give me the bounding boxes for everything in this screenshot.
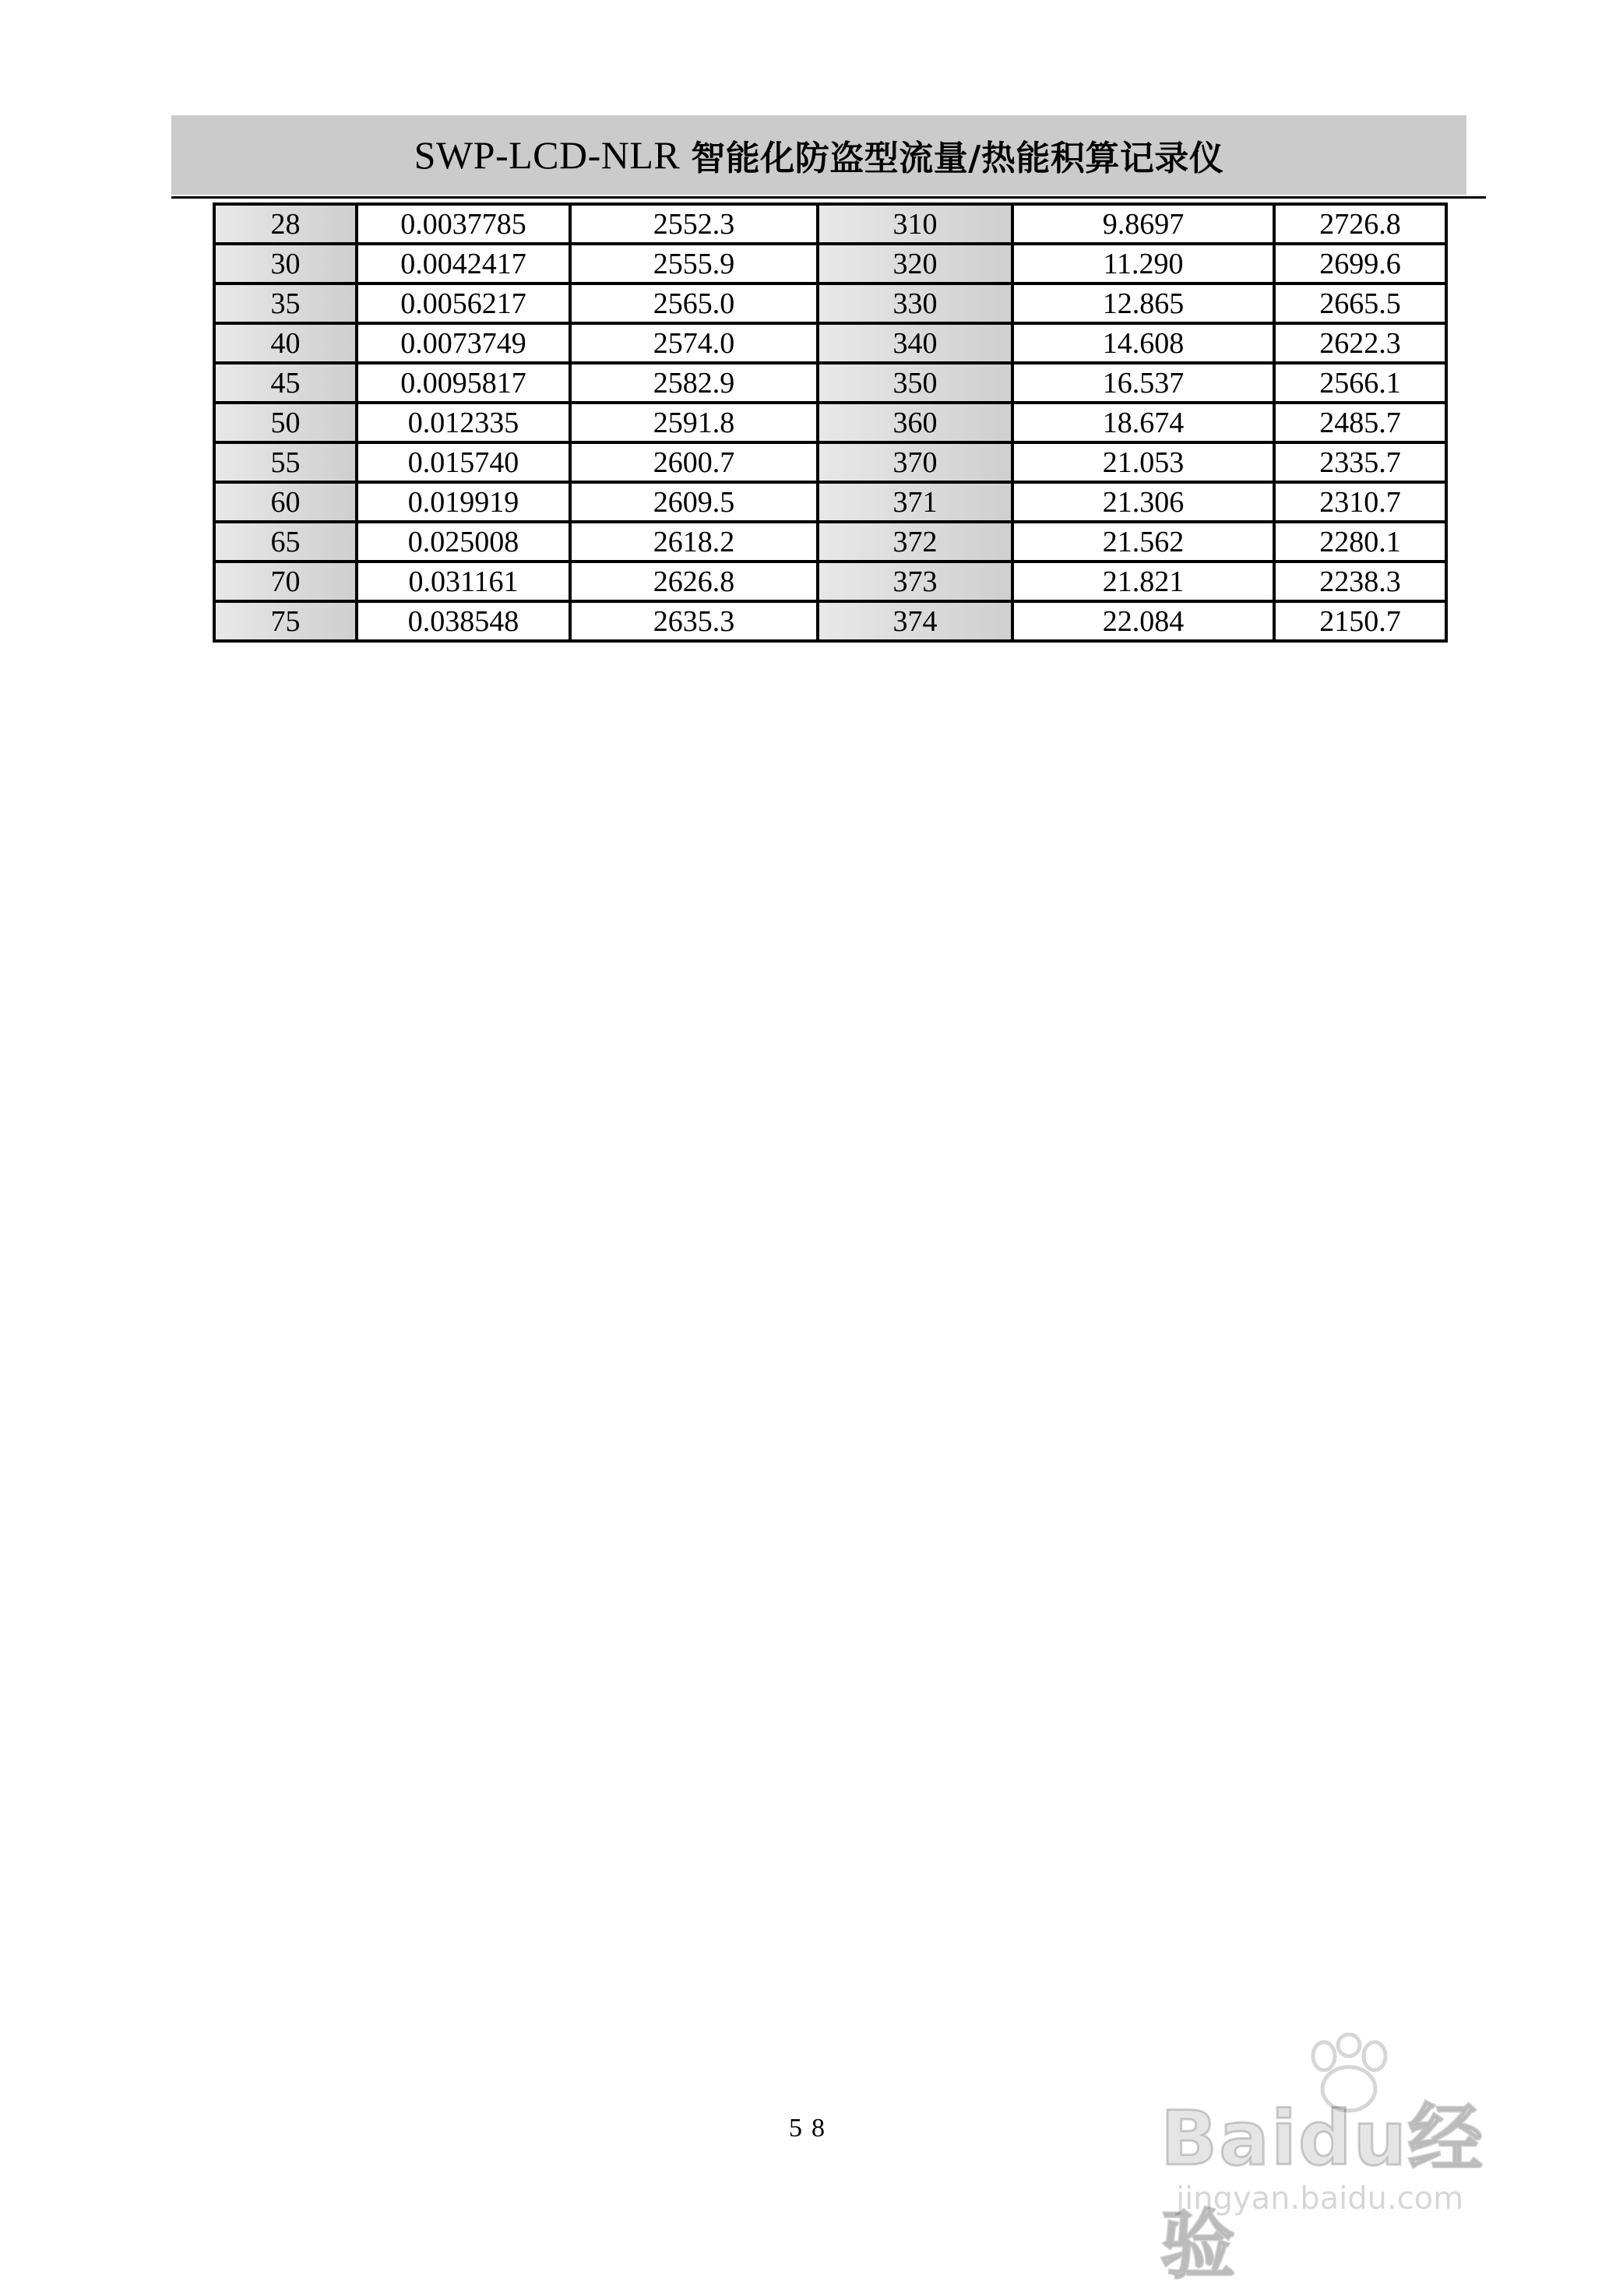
table-row (214, 522, 1446, 562)
table-cell: 18.674 (1012, 403, 1274, 442)
header-title: 智能化防盗型流量/热能积算记录仪 (691, 139, 1224, 178)
table-cell: 371 (818, 482, 1012, 522)
table-cell: 2310.7 (1274, 482, 1446, 522)
table-cell: 2635.3 (570, 601, 818, 641)
table-cell: 310 (818, 204, 1012, 244)
table-cell: 2565.0 (570, 283, 818, 323)
table-cell: 2622.3 (1274, 323, 1446, 363)
table-row (214, 562, 1446, 601)
table-cell: 21.306 (1012, 482, 1274, 522)
table-cell: 14.608 (1012, 323, 1274, 363)
watermark-brand: Baidu经验 (1160, 2095, 1484, 2289)
table-cell: 40 (214, 323, 357, 363)
table-cell: 0.0037785 (357, 204, 570, 244)
table-cell: 12.865 (1012, 283, 1274, 323)
header-model: SWP-LCD-NLR (414, 133, 681, 177)
table-cell: 360 (818, 403, 1012, 442)
table-cell: 0.0042417 (357, 244, 570, 283)
table-cell: 2485.7 (1274, 403, 1446, 442)
table-row (214, 283, 1446, 323)
header-rule (171, 196, 1486, 199)
table-cell: 9.8697 (1012, 204, 1274, 244)
table-cell: 2726.8 (1274, 204, 1446, 244)
table-cell: 21.562 (1012, 522, 1274, 562)
table-cell: 330 (818, 283, 1012, 323)
table-cell: 21.821 (1012, 562, 1274, 601)
table-cell: 50 (214, 403, 357, 442)
table-cell: 0.038548 (357, 601, 570, 641)
table-cell: 16.537 (1012, 363, 1274, 403)
table-body (214, 204, 1446, 641)
table-row (214, 601, 1446, 641)
table-cell: 374 (818, 601, 1012, 641)
table-cell: 2574.0 (570, 323, 818, 363)
table-row (214, 244, 1446, 283)
page-header (171, 115, 1466, 195)
table-cell: 28 (214, 204, 357, 244)
table-cell: 0.0095817 (357, 363, 570, 403)
table-cell: 0.0056217 (357, 283, 570, 323)
table-cell: 45 (214, 363, 357, 403)
table-cell: 60 (214, 482, 357, 522)
table-cell: 0.012335 (357, 403, 570, 442)
table-cell: 55 (214, 442, 357, 482)
table-cell: 21.053 (1012, 442, 1274, 482)
table-cell: 2582.9 (570, 363, 818, 403)
table-cell: 2238.3 (1274, 562, 1446, 601)
table-cell: 22.084 (1012, 601, 1274, 641)
table-row (214, 403, 1446, 442)
table-cell: 30 (214, 244, 357, 283)
table-cell: 2552.3 (570, 204, 818, 244)
table-cell: 0.015740 (357, 442, 570, 482)
table-row (214, 363, 1446, 403)
table-cell: 320 (818, 244, 1012, 283)
table-cell: 2591.8 (570, 403, 818, 442)
table-cell: 340 (818, 323, 1012, 363)
table-cell: 2150.7 (1274, 601, 1446, 641)
page-number: 58 (789, 2114, 834, 2143)
table-cell: 0.031161 (357, 562, 570, 601)
table-cell: 0.019919 (357, 482, 570, 522)
table-cell: 2555.9 (570, 244, 818, 283)
table-cell: 2280.1 (1274, 522, 1446, 562)
table-cell: 2600.7 (570, 442, 818, 482)
steam-table (213, 202, 1448, 643)
table-cell: 2609.5 (570, 482, 818, 522)
table-cell: 70 (214, 562, 357, 601)
table-cell: 35 (214, 283, 357, 323)
table-cell: 2335.7 (1274, 442, 1446, 482)
watermark-url: jingyan.baidu.com (1176, 2181, 1464, 2217)
table-cell: 11.290 (1012, 244, 1274, 283)
table-cell: 0.0073749 (357, 323, 570, 363)
table-row (214, 323, 1446, 363)
table-cell: 0.025008 (357, 522, 570, 562)
table-cell: 2699.6 (1274, 244, 1446, 283)
table-cell: 2566.1 (1274, 363, 1446, 403)
table-cell: 350 (818, 363, 1012, 403)
table-row (214, 442, 1446, 482)
table-cell: 2665.5 (1274, 283, 1446, 323)
table-row (214, 482, 1446, 522)
table-cell: 2618.2 (570, 522, 818, 562)
table-cell: 370 (818, 442, 1012, 482)
table-cell: 65 (214, 522, 357, 562)
table-cell: 372 (818, 522, 1012, 562)
table-row (214, 204, 1446, 244)
table-cell: 2626.8 (570, 562, 818, 601)
baidu-watermark (1106, 2033, 1542, 2289)
table-cell: 75 (214, 601, 357, 641)
table-cell: 373 (818, 562, 1012, 601)
